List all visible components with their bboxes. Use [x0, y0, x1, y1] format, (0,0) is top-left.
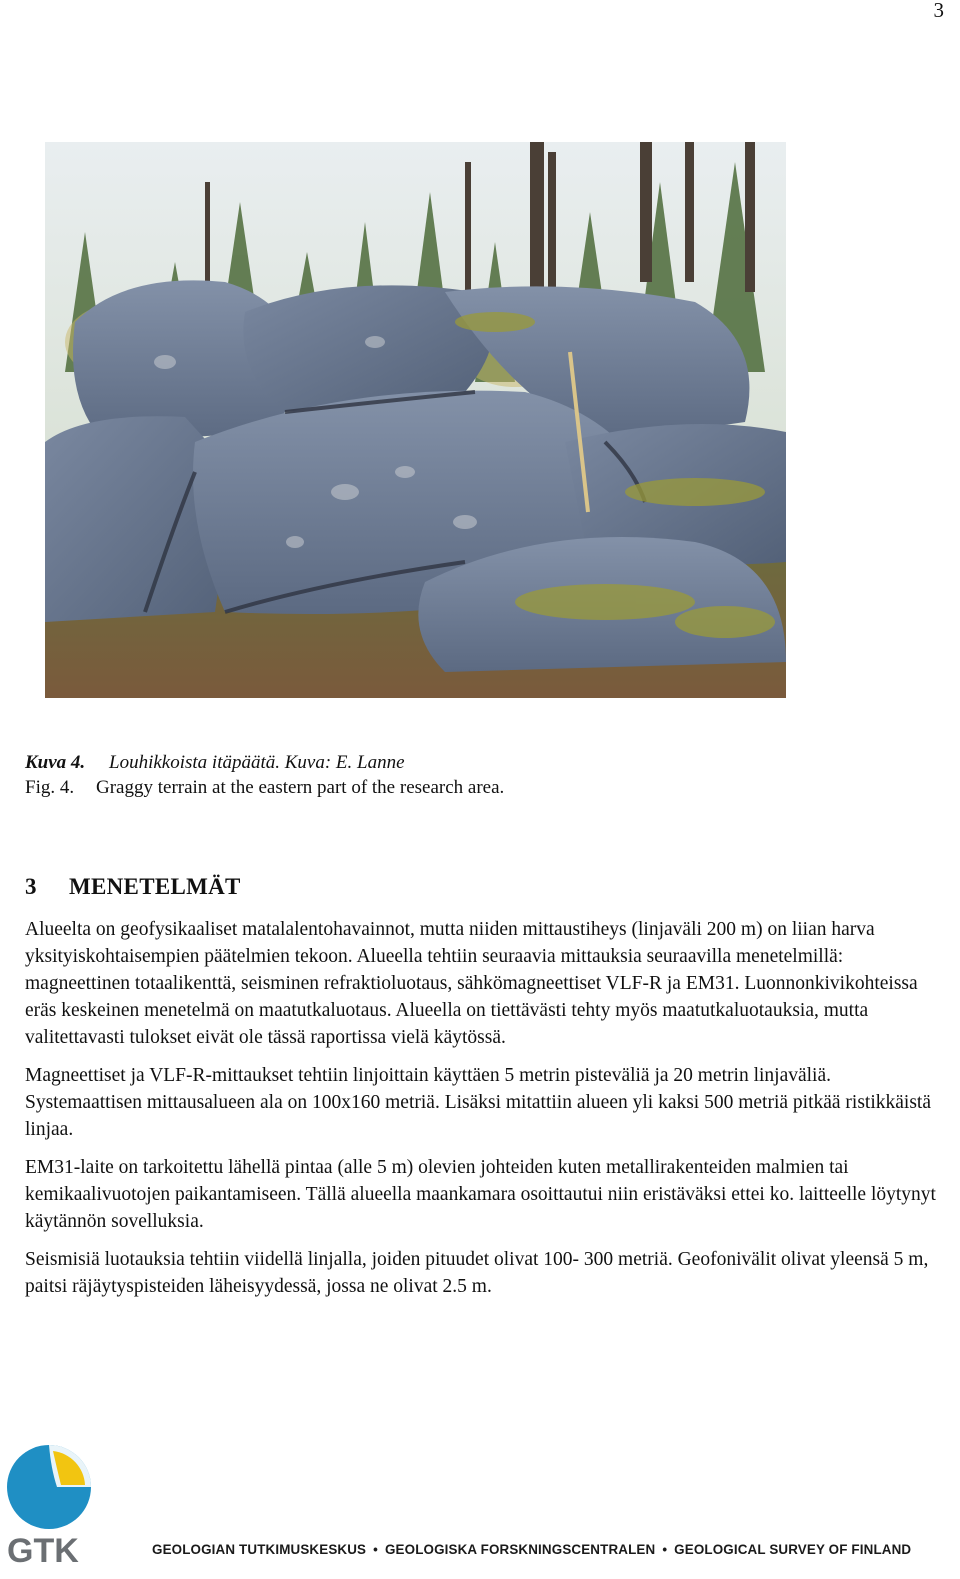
org-name-fi: GEOLOGIAN TUTKIMUSKESKUS — [152, 1542, 367, 1557]
caption-finnish — [25, 750, 504, 775]
figure-photo — [45, 142, 786, 698]
caption-fi-text: Louhikkoista itäpäätä. Kuva: E. Lanne — [109, 752, 405, 773]
org-name-sv: GEOLOGISKA FORSKNINGSCENTRALEN — [384, 1542, 656, 1557]
figure-caption — [25, 750, 504, 800]
separator-dot: • — [662, 1542, 668, 1557]
caption-en-text: Graggy terrain at the eastern part of the research area. — [96, 777, 505, 798]
separator-dot: • — [373, 1542, 378, 1557]
gtk-globe-icon — [5, 1439, 95, 1569]
paragraph: Alueelta on geofysikaaliset matalalentohavainnot, mutta niiden mittaustiheys (linjaväli 200 m) on liian harva yksityiskohtaisempien päätelmien tekoon. Alueella tehtiin seuraavia mittauksia seuraavilla menetelmillä: magneettinen totaalikenttä, seisminen refraktioluotaus, sähkömagneettiset VLF-R ja EM31. Luonnonkivikohteissa eräs keskeinen menetelmä on maatutkaluotaus. Alueella on tiettävästi tehty myös maatutkaluotauksia, mutta valitettavasti tulokset eivät ole tässä raportissa vielä käytössä. — [25, 919, 918, 1048]
paragraph: Magneettiset ja VLF-R-mittaukset tehtiin linjoittain käyttäen 5 metrin pisteväliä ja 20 metrin linjaväliä. Systemaattisen mittausalueen ala on 100x160 metriä. Lisäksi mitattiin alueen yli kaksi 500 metriä pitkää ristikkäistä linjaa. — [25, 1065, 931, 1140]
footer-organisation-names — [152, 1542, 911, 1557]
caption-fi-label: Kuva 4. — [25, 752, 86, 773]
body-text — [25, 916, 950, 1311]
section-heading — [25, 874, 241, 900]
page-number: 3 — [933, 0, 944, 22]
page-footer — [0, 1435, 960, 1579]
org-name-en: GEOLOGICAL SURVEY OF FINLAND — [674, 1542, 912, 1557]
gtk-logo-text: GTK — [7, 1532, 79, 1569]
caption-en-label: Fig. 4. — [25, 777, 75, 798]
section-number: 3 — [25, 874, 37, 899]
gtk-logo — [5, 1439, 95, 1569]
paragraph: Seismisiä luotauksia tehtiin viidellä linjalla, joiden pituudet olivat 100- 300 metriä. Geofonivälit olivat yleensä 5 m, paitsi räjäytyspisteiden läheisyydessä, jossa ne olivat 2.5 m. — [25, 1249, 929, 1297]
caption-english — [25, 775, 504, 800]
section-title: MENETELMÄT — [69, 874, 241, 899]
paragraph: EM31-laite on tarkoitettu lähellä pintaa (alle 5 m) olevien johteiden kuten metallirakenteiden malmien tai kemikaalivuotojen paikantamiseen. Tällä alueella maankamara osoittautui niin eristäväksi ettei ko. laitteelle löytynyt käytännön sovelluksia. — [25, 1157, 936, 1232]
rocky-terrain-photo — [45, 142, 786, 698]
